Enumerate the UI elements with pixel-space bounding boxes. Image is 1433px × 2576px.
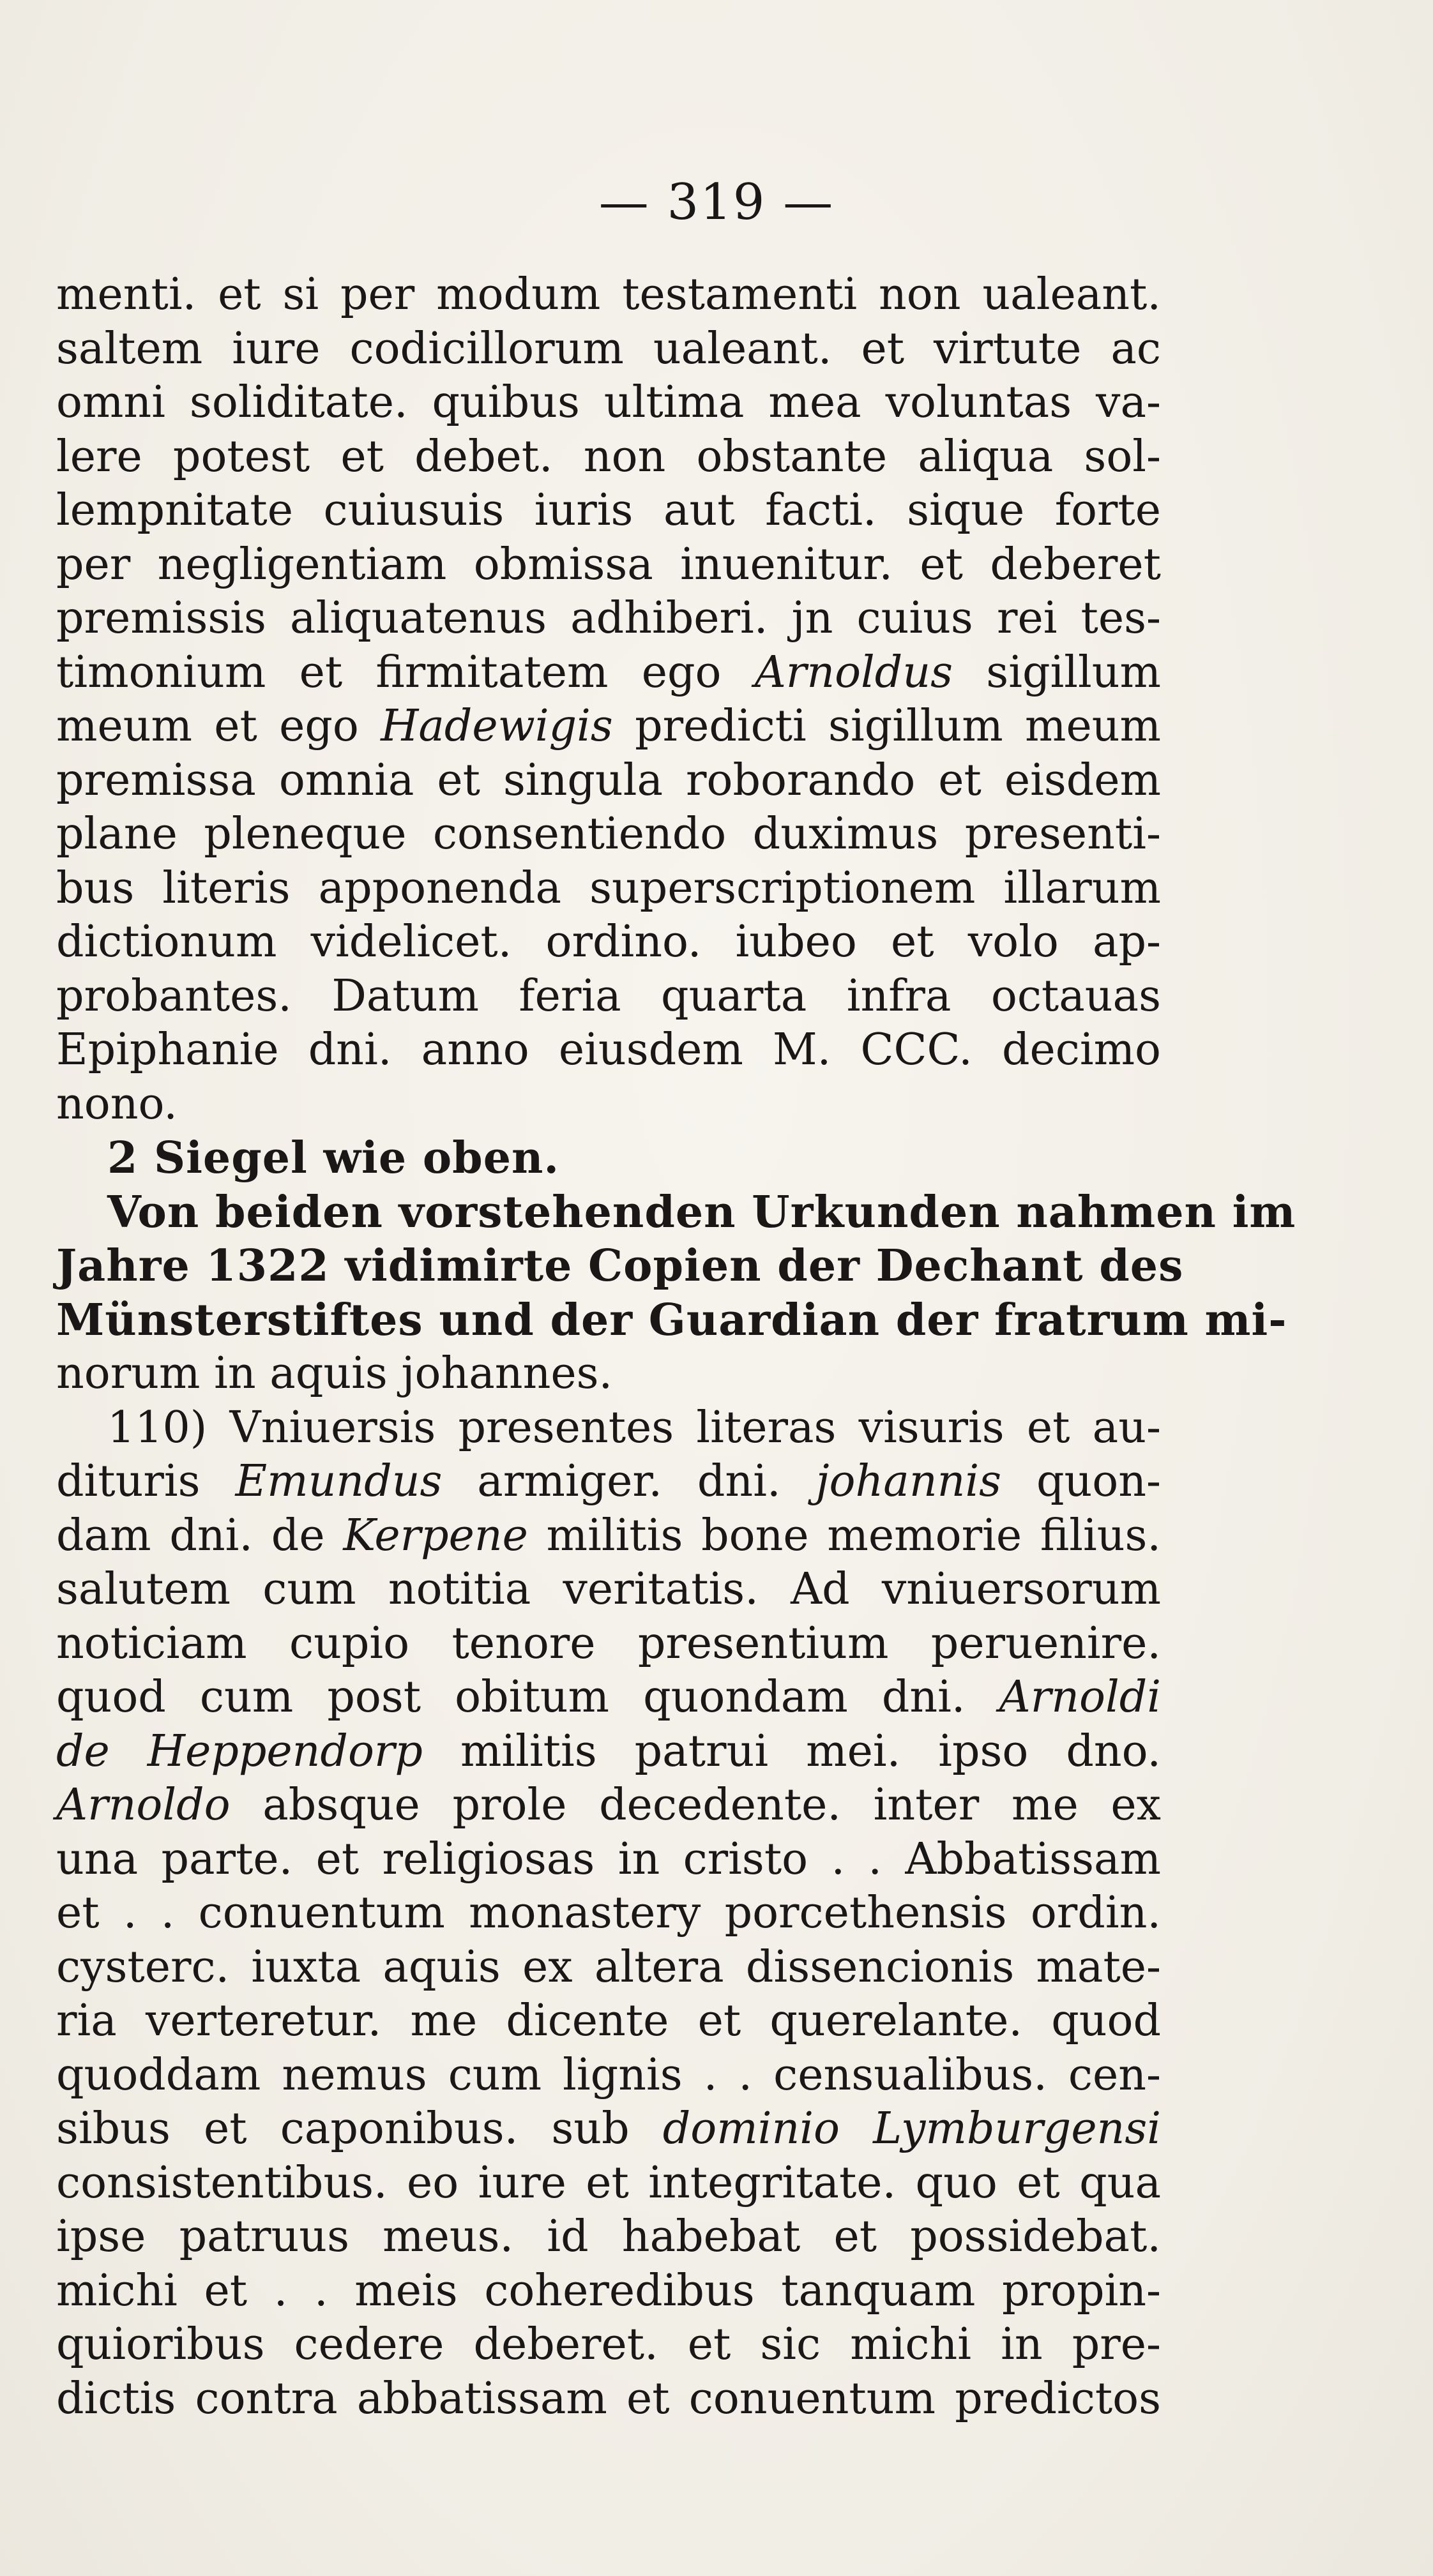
text-line: omni soliditate. quibus ultima mea voluntas va-	[56, 377, 1161, 428]
text-line: et . . conuentum monastery porcethensis ordin.	[56, 1888, 1161, 1938]
text-line: 110) Vniuersis presentes literas visuris et au-	[107, 1402, 1161, 1453]
text-line: Von beiden vorstehenden Urkunden nahmen im	[107, 1186, 1296, 1238]
text-line: per negligentiam obmissa inuenitur. et deberet	[56, 539, 1161, 590]
italic-name: Emundus	[235, 1456, 443, 1507]
text-line: ipse patruus meus. id habebat et possidebat.	[56, 2211, 1161, 2262]
text-line: Münsterstiftes und der Guardian der fratrum mi-	[56, 1294, 1287, 1346]
text-line	[56, 646, 1161, 700]
text-segment: sibus et caponibus. sub	[56, 2104, 663, 2154]
italic-name: Kerpene	[343, 1510, 528, 1561]
text-line	[56, 1509, 1161, 1563]
text-line: quioribus cedere deberet. et sic michi in pre-	[56, 2319, 1161, 2370]
text-line: lere potest et debet. non obstante aliqua sol-	[56, 431, 1161, 482]
body-text	[56, 268, 1296, 2426]
text-line: premissis aliquatenus adhiberi. jn cuius rei tes-	[56, 593, 1161, 644]
text-line: michi et . . meis coheredibus tanquam propin-	[56, 2265, 1161, 2316]
text-line: Jahre 1322 vidimirte Copien der Dechant des	[56, 1240, 1184, 1292]
text-line: una parte. et religiosas in cristo . . Abbatissam	[56, 1834, 1161, 1885]
text-line	[56, 1779, 1161, 1833]
text-line: bus literis apponenda superscriptionem illarum	[56, 862, 1161, 914]
text-line: consistentibus. eo iure et integritate. quo et qua	[56, 2157, 1161, 2208]
italic-name: Arnoldi	[999, 1672, 1161, 1722]
text-line: 2 Siegel wie oben.	[107, 1133, 560, 1184]
italic-name: Arnoldus	[754, 647, 953, 698]
italic-name: Arnoldo	[56, 1780, 231, 1830]
text-segment: militis patrui mei. ipso dno.	[422, 1726, 1162, 1777]
text-line: nono.	[56, 1078, 178, 1129]
text-line: norum in aquis johannes.	[56, 1348, 613, 1399]
text-line: ria verteretur. me dicente et querelante. quod	[56, 1996, 1161, 2046]
text-line: premissa omnia et singula roborando et eisdem	[56, 755, 1161, 806]
text-segment: militis bone memorie filius.	[527, 1510, 1162, 1561]
text-segment: quod cum post obitum quondam dni.	[56, 1672, 999, 1722]
text-segment: armiger. dni.	[442, 1456, 816, 1507]
text-line: noticiam cupio tenore presentium peruenire.	[56, 1618, 1161, 1669]
text-line: dictionum videlicet. ordino. iubeo et volo ap-	[56, 917, 1161, 967]
text-line: Epiphanie dni. anno eiusdem M. CCC. decimo	[56, 1025, 1161, 1075]
text-segment: timonium et firmitatem ego	[56, 647, 755, 698]
italic-name: dominio Lymburgensi	[662, 2104, 1161, 2154]
text-line	[56, 1455, 1161, 1509]
text-line: probantes. Datum feria quarta infra octauas	[56, 970, 1161, 1021]
text-segment: sigillum	[953, 647, 1161, 698]
text-line: salutem cum notitia veritatis. Ad vniuersorum	[56, 1564, 1161, 1615]
text-line	[56, 1671, 1161, 1725]
text-line: plane pleneque consentiendo duximus presenti-	[56, 809, 1161, 859]
text-line: lempnitate cuiusuis iuris aut facti. sique forte	[56, 485, 1161, 536]
italic-name: johannis	[815, 1456, 1002, 1507]
text-segment: dituris	[56, 1456, 236, 1507]
text-segment: quon-	[1001, 1456, 1161, 1507]
text-line	[56, 2102, 1161, 2157]
text-segment: meum et ego	[56, 701, 381, 751]
text-line: quoddam nemus cum lignis . . censualibus. cen-	[56, 2049, 1161, 2100]
page-number: — 319 —	[598, 174, 835, 231]
text-segment: dam dni. de	[56, 1510, 344, 1561]
text-line: saltem iure codicillorum ualeant. et virtute ac	[56, 323, 1161, 374]
italic-name: de Heppendorp	[56, 1726, 423, 1777]
text-segment: absque prole decedente. inter me ex	[230, 1780, 1161, 1830]
text-line	[56, 1725, 1161, 1779]
text-segment: predicti sigillum meum	[612, 701, 1161, 751]
text-line: menti. et si per modum testamenti non ualeant.	[56, 269, 1161, 320]
text-line: cysterc. iuxta aquis ex altera dissencionis mate-	[56, 1941, 1161, 1992]
text-line: dictis contra abbatissam et conuentum predictos	[56, 2373, 1161, 2424]
italic-name: Hadewigis	[381, 701, 613, 751]
text-line	[56, 700, 1161, 754]
